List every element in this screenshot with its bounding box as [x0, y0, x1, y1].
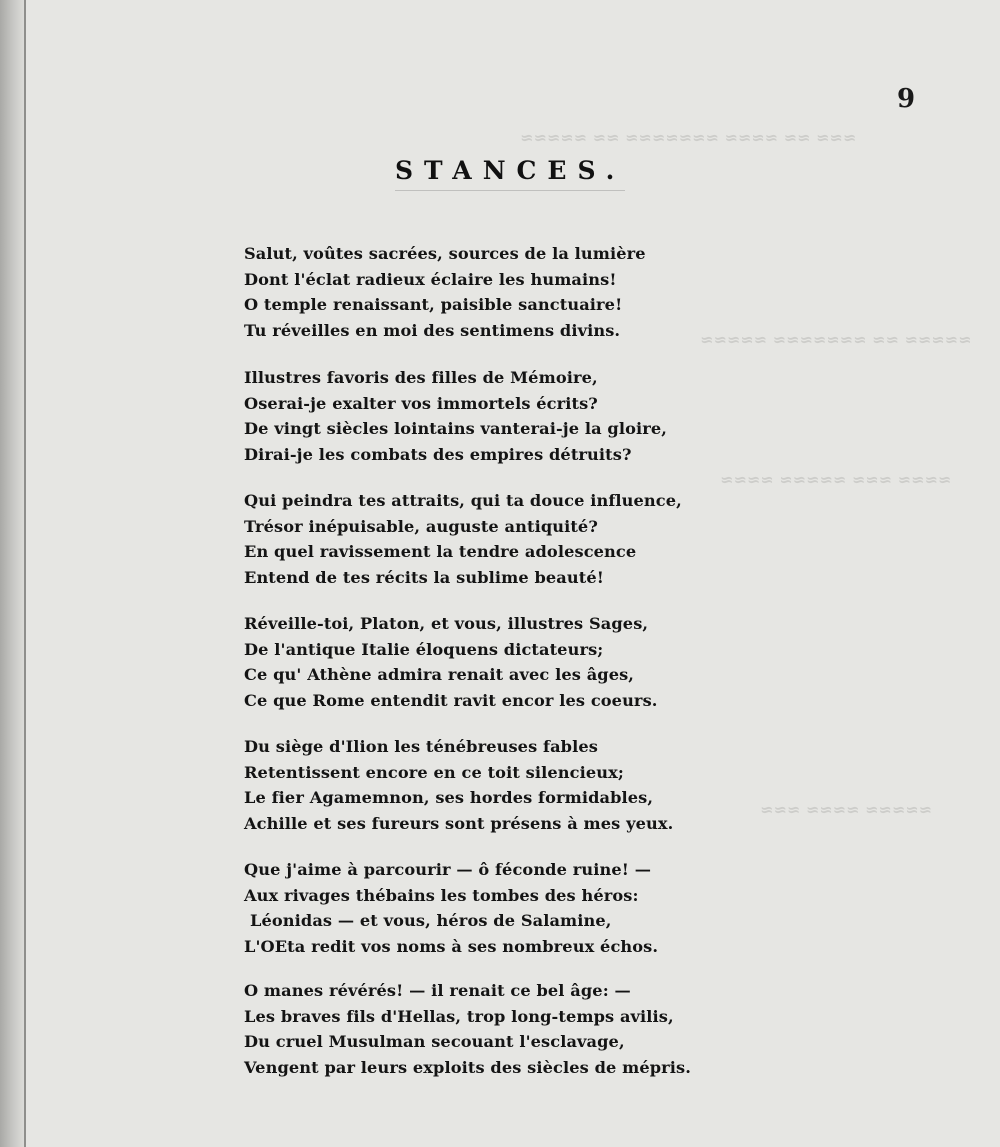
verse-line: Réveille-toi, Platon, et vous, illustres Sages, — [244, 614, 649, 633]
stanza-3 — [244, 488, 714, 590]
verse-line: Du siège d'Ilion les ténébreuses fables — [244, 737, 598, 756]
verse-line: Ce qu' Athène admira renait avec les âges, — [244, 665, 635, 684]
verse-line: De vingt siècles lointains vanterai-je la gloire, — [244, 419, 668, 438]
reverse-bleed-through: ≈≈≈ ≈≈ ≈≈≈≈ ≈≈≈≈≈≈≈ ≈≈ ≈≈≈≈≈ — [520, 128, 857, 147]
verse-line: Illustres favoris des filles de Mémoire, — [244, 368, 598, 387]
verse-line: O manes révérés! — il renait ce bel âge: — — [244, 981, 631, 1000]
verse-line: Qui peindra tes attraits, qui ta douce influence, — [244, 491, 682, 510]
stanza-5 — [244, 734, 714, 836]
verse-line: Oserai-je exalter vos immortels écrits? — [244, 393, 598, 413]
page-title: STANCES. — [395, 156, 626, 185]
page-binding-shadow — [0, 0, 24, 1147]
verse-line: L'OEta redit vos noms à ses nombreux échos. — [244, 936, 659, 956]
page-number: 9 — [897, 84, 916, 114]
verse-line: Du cruel Musulman secouant l'esclavage, — [244, 1032, 625, 1051]
stanza-2 — [244, 365, 714, 467]
verse-line: Achille et ses fureurs sont présens à mes yeux. — [244, 813, 674, 833]
verse-line: Salut, voûtes sacrées, sources de la lumière — [244, 244, 646, 263]
reverse-bleed-through: ≈≈≈≈ ≈≈≈ ≈≈≈≈≈ ≈≈≈≈ — [720, 470, 952, 489]
verse-line: En quel ravissement la tendre adolescence — [244, 542, 637, 561]
verse-line: Le fier Agamemnon, ses hordes formidables, — [244, 788, 654, 807]
verse-line: Entend de tes récits la sublime beauté! — [244, 567, 604, 587]
stanza-7 — [244, 978, 714, 1080]
reverse-bleed-through: ≈≈≈≈≈ ≈≈ ≈≈≈≈≈≈≈ ≈≈≈≈≈ — [700, 330, 972, 349]
stanza-1 — [244, 241, 714, 343]
verse-line: Vengent par leurs exploits des siècles de mépris. — [244, 1057, 692, 1077]
title-rule — [395, 190, 625, 191]
verse-line: Retentissent encore en ce toit silencieux; — [244, 762, 624, 782]
stanza-6 — [244, 857, 714, 959]
verse-line: De l'antique Italie éloquens dictateurs; — [244, 639, 604, 659]
verse-line: Léonidas — et vous, héros de Salamine, — [250, 911, 612, 930]
page-gutter-edge — [24, 0, 26, 1147]
verse-line: Les braves fils d'Hellas, trop long-temps avilis, — [244, 1006, 674, 1026]
verse-line: O temple renaissant, paisible sanctuaire! — [244, 295, 623, 314]
reverse-bleed-through: ≈≈≈≈≈ ≈≈≈≈ ≈≈≈ — [760, 800, 933, 819]
verse-line: Aux rivages thébains les tombes des héros: — [244, 885, 639, 905]
stanza-4 — [244, 611, 714, 713]
verse-line: Tu réveilles en moi des sentimens divins. — [244, 320, 621, 340]
verse-line: Trésor inépuisable, auguste antiquité? — [244, 516, 598, 536]
verse-line: Dirai-je les combats des empires détruits? — [244, 444, 632, 464]
verse-line: Que j'aime à parcourir — ô féconde ruine! — — [244, 860, 651, 879]
verse-line: Ce que Rome entendit ravit encor les coeurs. — [244, 690, 658, 710]
verse-line: Dont l'éclat radieux éclaire les humains! — [244, 269, 617, 289]
